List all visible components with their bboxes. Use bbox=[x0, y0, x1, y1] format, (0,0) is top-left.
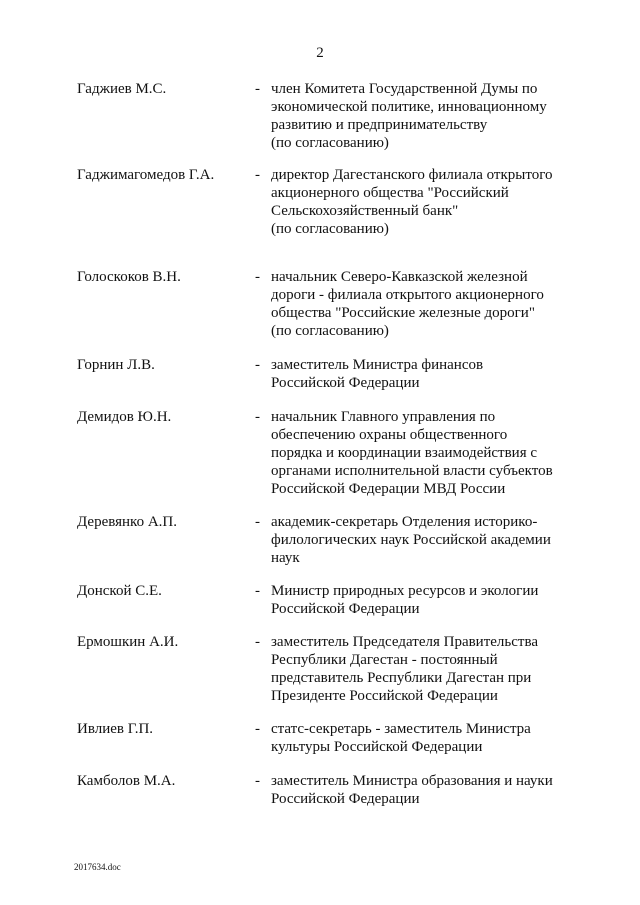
position-line: общества "Российские железные дороги" bbox=[271, 305, 535, 321]
position-line: Президенте Российской Федерации bbox=[271, 688, 498, 704]
member-name: Ивлиев Г.П. bbox=[77, 721, 154, 737]
position-line: акционерного общества "Российский bbox=[271, 185, 509, 201]
position-line: (по согласованию) bbox=[271, 135, 389, 151]
position-line: дороги - филиала открытого акционерного bbox=[271, 287, 544, 303]
entry-dash: - bbox=[255, 269, 260, 285]
member-name: Камболов М.А. bbox=[77, 773, 176, 789]
position-line: заместитель Министра образования и науки bbox=[271, 773, 553, 789]
member-position bbox=[271, 772, 571, 808]
member-name: Гаджимагомедов Г.А. bbox=[77, 167, 215, 183]
position-line: Российской Федерации bbox=[271, 601, 420, 617]
position-line: статс-секретарь - заместитель Министра bbox=[271, 721, 531, 737]
position-line: развитию и предпринимательству bbox=[271, 117, 488, 133]
member-position bbox=[271, 356, 571, 392]
member-name: Голоскоков В.Н. bbox=[77, 269, 181, 285]
entry-dash: - bbox=[255, 634, 260, 650]
position-line: культуры Российской Федерации bbox=[271, 739, 483, 755]
entry-dash: - bbox=[255, 773, 260, 789]
position-line: Российской Федерации МВД России bbox=[271, 481, 506, 497]
position-line: (по согласованию) bbox=[271, 221, 389, 237]
entry-dash: - bbox=[255, 357, 260, 373]
document-filename: 2017634.doc bbox=[74, 862, 121, 872]
member-name: Гаджиев М.С. bbox=[77, 81, 167, 97]
entry-dash: - bbox=[255, 167, 260, 183]
member-position bbox=[271, 582, 571, 618]
position-line: обеспечению охраны общественного bbox=[271, 427, 508, 443]
position-line: Министр природных ресурсов и экологии bbox=[271, 583, 539, 599]
member-position bbox=[271, 720, 571, 756]
member-name: Ермошкин А.И. bbox=[77, 634, 179, 650]
position-line: Республики Дагестан - постоянный bbox=[271, 652, 498, 668]
entry-dash: - bbox=[255, 514, 260, 530]
position-line: филологических наук Российской академии bbox=[271, 532, 551, 548]
position-line: член Комитета Государственной Думы по bbox=[271, 81, 538, 97]
member-position bbox=[271, 633, 571, 705]
position-line: Российской Федерации bbox=[271, 791, 420, 807]
member-position bbox=[271, 268, 571, 340]
entry-dash: - bbox=[255, 583, 260, 599]
position-line: начальник Северо-Кавказской железной bbox=[271, 269, 528, 285]
position-line: заместитель Министра финансов bbox=[271, 357, 484, 373]
position-line: (по согласованию) bbox=[271, 323, 389, 339]
member-name: Горнин Л.В. bbox=[77, 357, 155, 373]
entry-dash: - bbox=[255, 81, 260, 97]
position-line: экономической политике, инновационному bbox=[271, 99, 547, 115]
member-name: Демидов Ю.Н. bbox=[77, 409, 172, 425]
position-line: порядка и координации взаимодействия с bbox=[271, 445, 538, 461]
entry-dash: - bbox=[255, 721, 260, 737]
member-name: Деревянко А.П. bbox=[77, 514, 177, 530]
page-number: 2 bbox=[316, 45, 324, 61]
position-line: начальник Главного управления по bbox=[271, 409, 496, 425]
position-line: заместитель Председателя Правительства bbox=[271, 634, 539, 650]
position-line: Российской Федерации bbox=[271, 375, 420, 391]
position-line: директор Дагестанского филиала открытого bbox=[271, 167, 553, 183]
position-line: органами исполнительной власти субъектов bbox=[271, 463, 553, 479]
member-position bbox=[271, 408, 571, 498]
member-position bbox=[271, 166, 571, 238]
position-line: наук bbox=[271, 550, 300, 566]
position-line: Сельскохозяйственный банк" bbox=[271, 203, 459, 219]
member-position bbox=[271, 80, 571, 152]
member-position bbox=[271, 513, 571, 567]
entry-dash: - bbox=[255, 409, 260, 425]
position-line: академик-секретарь Отделения историко- bbox=[271, 514, 538, 530]
member-name: Донской С.Е. bbox=[77, 583, 162, 599]
position-line: представитель Республики Дагестан при bbox=[271, 670, 532, 686]
